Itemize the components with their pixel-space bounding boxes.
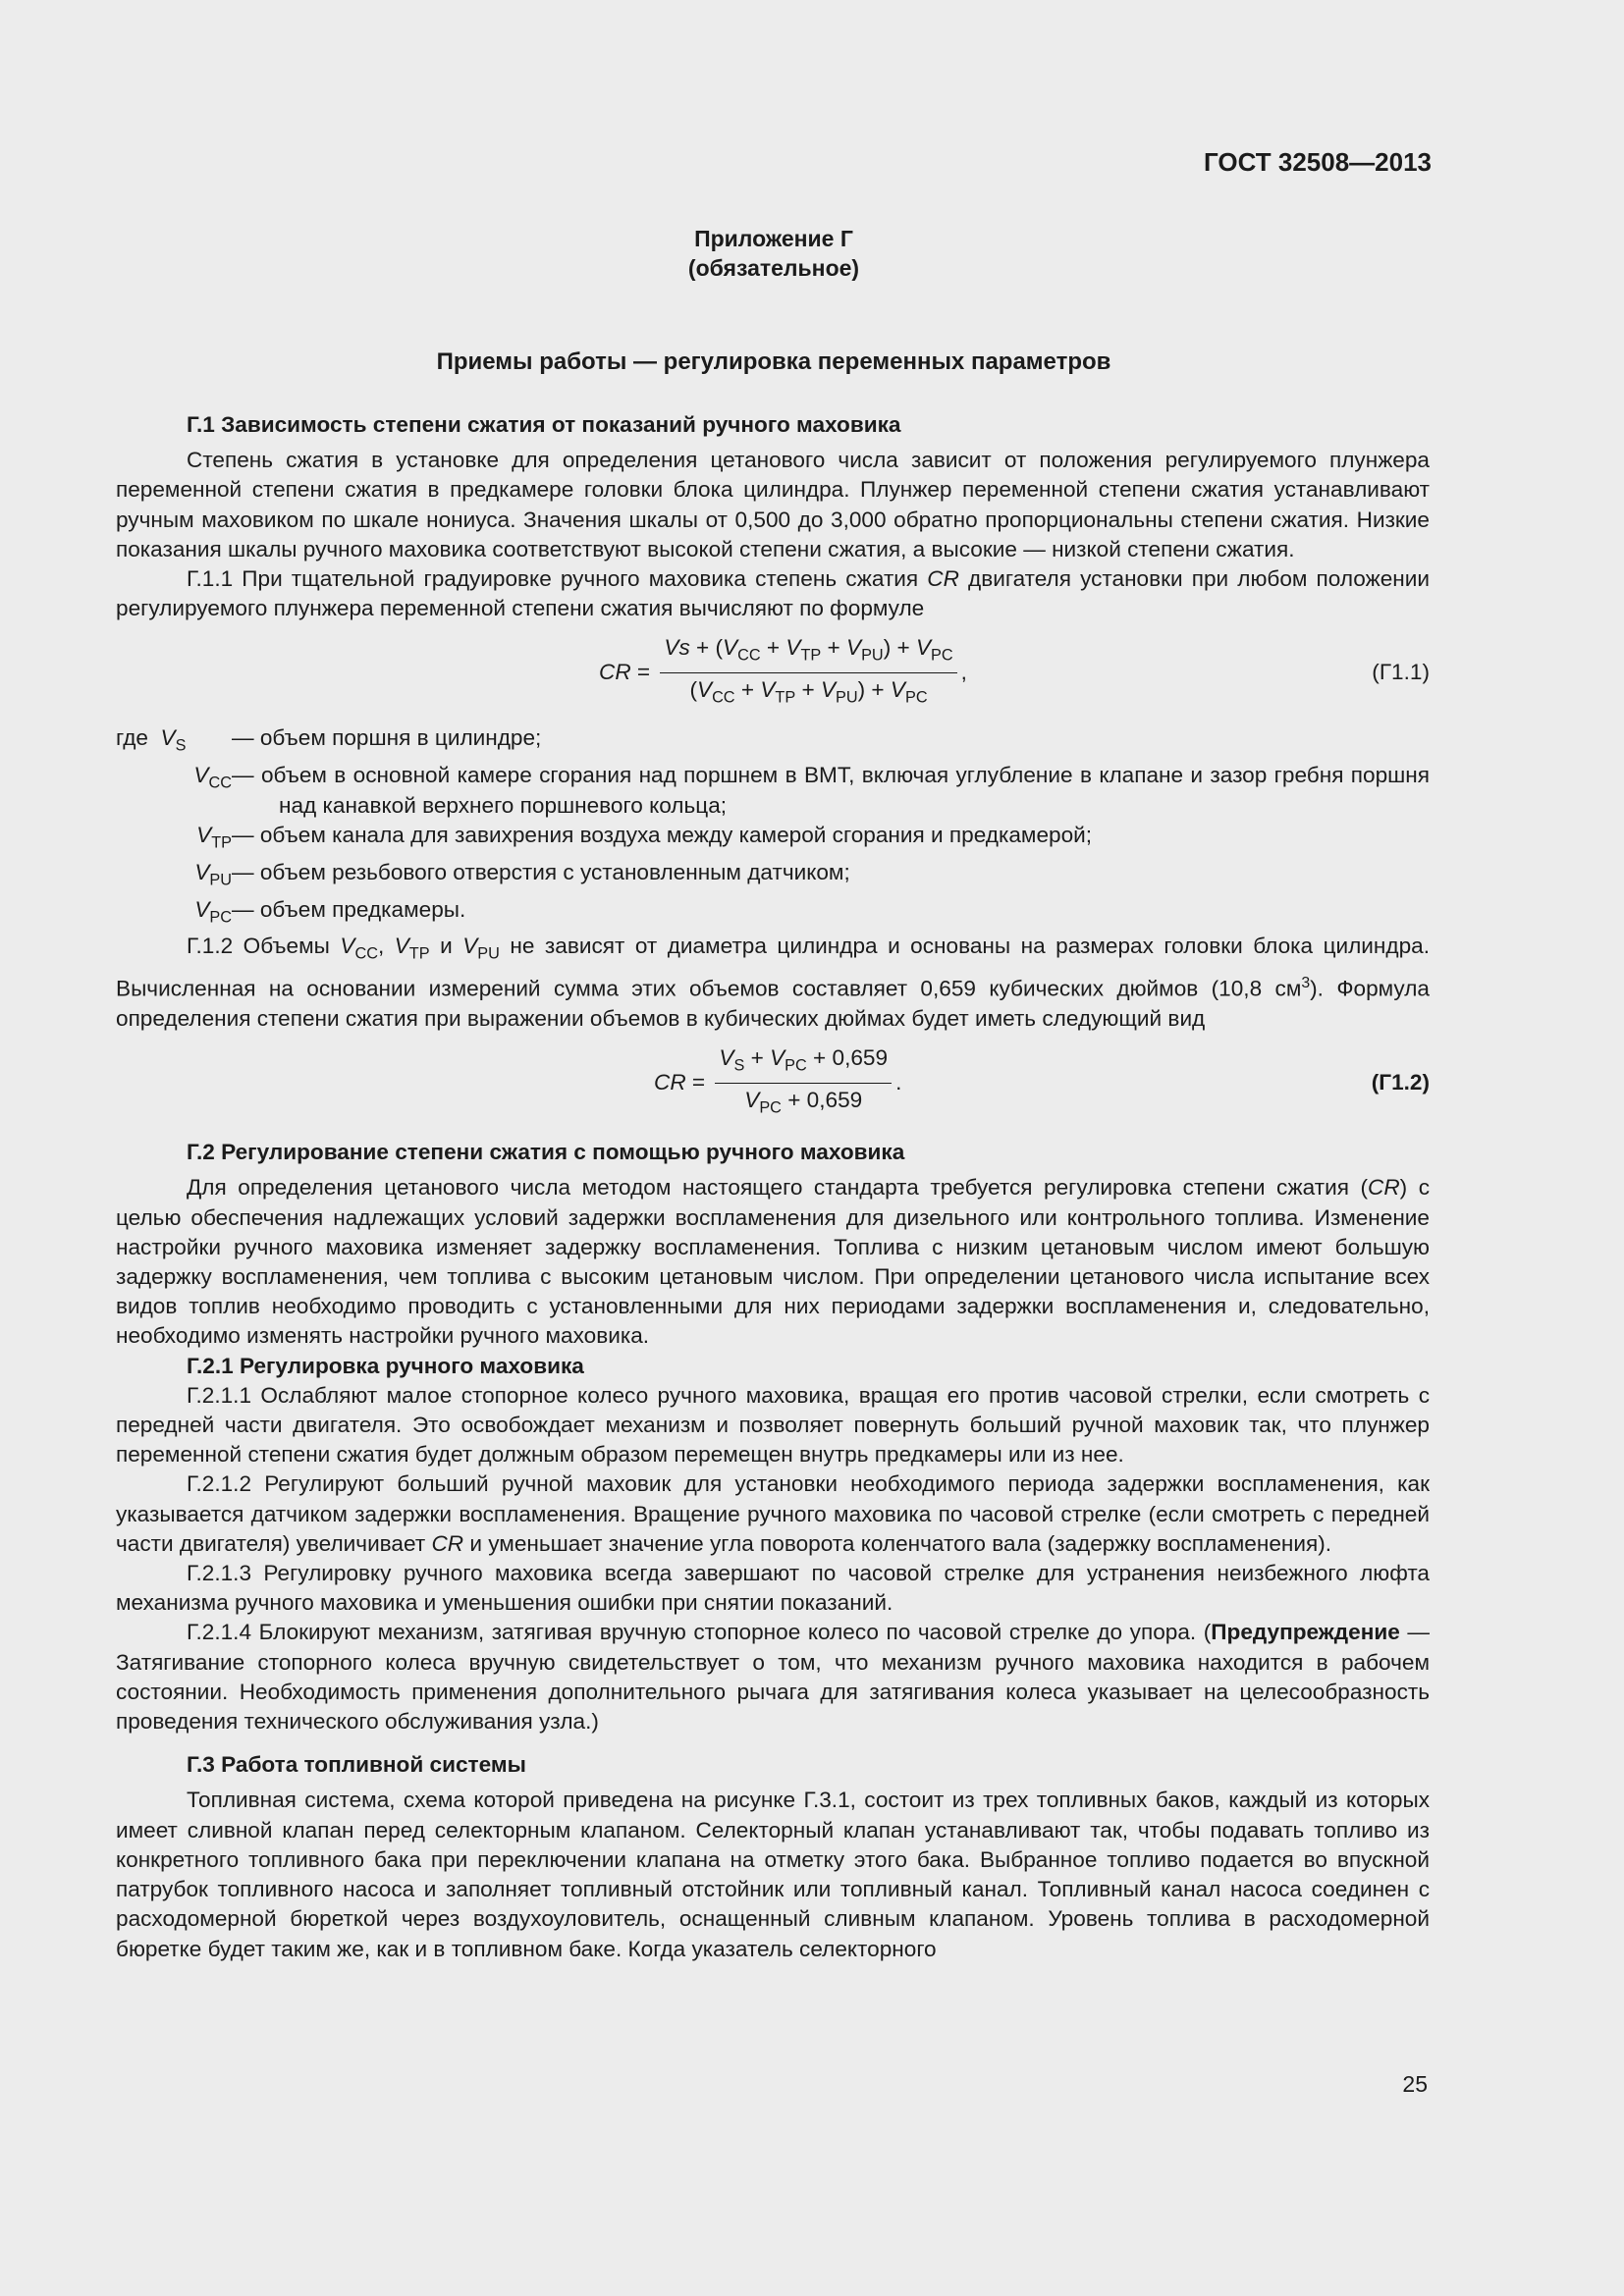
paragraph: Г.2.1.2 Регулируют больший ручной маховик для установки необходимого периода задержки воспламенения, как указывается датчиком задержки воспламенения. Вращение ручного маховика по часовой стрелке (если смотреть с передней части двигателя) увеличивает CR и уменьшает значение угла поворота коленчатого вала (задержку воспламенения). — [116, 1471, 1430, 1556]
paragraph: Г.1.1 При тщательной градуировке ручного маховика степень сжатия CR двигателя установки при любом положении регулируемого плунжера переменной степени сжатия вычисляют по формуле — [116, 566, 1430, 621]
body-text — [116, 410, 1430, 1964]
section-heading-g3: Г.3 Работа топливной системы — [187, 1752, 526, 1778]
main-title: Приемы работы — регулировка переменных параметров — [436, 348, 1111, 375]
formula-g1-2: CR = $\frac{V_S + V_{PC} + 0,659}{V_{PC} + 0,659}$ . (Г1.2) — [116, 1045, 1430, 1120]
paragraph: Г.2.1.4 Блокируют механизм, затягивая вручную стопорное колесо по часовой стрелке до упора. (Предупреждение — Затягивание стопорного колеса вручную свидетельствует о том, что механизм ручного маховика находится в рабочем состоянии. Необходимость применения дополнительного рычага для затягивания колеса указывает на целесообразность проведения технического обслуживания узла.) — [116, 1620, 1430, 1735]
formula-g1-1: CR = $\frac{Vs + (V_{CC} + V_{TP} + V_{PU}) + V_{PC}}{(V_{CC} + V_{TP} + V_{PU}) + V_{PC}}$ , (Г1.1) — [116, 635, 1430, 710]
paragraph: Г.2.1.3 Регулировку ручного маховика всегда завершают по часовой стрелке для устранения неизбежного люфта механизма ручного маховика и уменьшения ошибки при снятии показаний. — [116, 1561, 1430, 1616]
formula-number: (Г1.2) — [1371, 1070, 1430, 1095]
paragraph: Г.2.1.1 Ослабляют малое стопорное колесо ручного маховика, вращая его против часовой стрелки, если смотреть с передней части двигателя. Это освобождает механизм и позволяет повернуть больший ручной маховик так, что плунжер переменной степени сжатия будет должным образом перемещен внутрь предкамеры или из нее. — [116, 1382, 1430, 1468]
section-heading-g1: Г.1 Зависимость степени сжатия от показаний ручного маховика — [187, 412, 901, 437]
formula-number: (Г1.1) — [1372, 660, 1430, 685]
appendix-status: (обязательное) — [687, 255, 860, 281]
section-heading-g2: Г.2 Регулирование степени сжатия с помощью ручного маховика — [187, 1140, 905, 1165]
paragraph: Г.1.2 Объемы $V_{CC}$, $V_{TP}$ и $V_{PU}$ не зависят от диаметра цилиндра и основаны на размерах головки блока цилиндра. Вычисленная на основании измерений сумма этих объемов составляет 0,659 кубических дюймов (10,8 $см^3$). Формула определения степени сжатия при выражении объемов в кубических дюймах будет иметь следующий вид — [116, 934, 1430, 1032]
page-number: 25 — [1402, 2071, 1428, 2097]
paragraph: Степень сжатия в установке для определения цетанового числа зависит от положения регулируемого плунжера переменной степени сжатия в предкамере головки блока цилиндра. Плунжер переменной степени сжатия устанавливают ручным маховиком по шкале нониуса. Значения шкалы от 0,500 до 3,000 обратно пропорциональны степени сжатия. Низкие показания шкалы ручного маховика соответствуют высокой степени сжатия, а высокие — низкой степени сжатия. — [116, 448, 1430, 561]
variable-definitions: где $V_S$ — объем поршня в цилиндре; $V_{CC}$ — объем в основной камере сгорания над поршнем в ВМТ, включая углубление в клапане и зазор гребня поршня над канавкой верхнего поршневого кольца; $V_{TP}$ — объем канала для завихрения воздуха между камерой сгорания и предкамерой; $V_{PU}$ — объем резьбового отверстия с установленным датчиком; $V_{PC}$ — объем предкамеры. — [116, 725, 1430, 927]
document-code: ГОСТ 32508—2013 — [1204, 147, 1432, 177]
subsection-heading-g21: Г.2.1 Регулировка ручного маховика — [187, 1353, 584, 1378]
paragraph: Для определения цетанового числа методом настоящего стандарта требуется регулировка степени сжатия (CR) с целью обеспечения надлежащих условий задержки воспламенения для дизельного или контрольного топлива. Изменение настройки ручного маховика изменяет задержку воспламенения. Топлива с низким цетановым числом имеют большую задержку воспламенения, чем топлива с высоким цетановым числом. При определении цетанового числа испытание всех видов топлив необходимо проводить с установленными для них периодами задержки воспламенения и, следовательно, необходимо изменять настройки ручного маховика. — [116, 1175, 1430, 1349]
appendix-title: Приложение Г — [694, 226, 853, 251]
paragraph: Топливная система, схема которой приведена на рисунке Г.3.1, состоит из трех топливных баков, каждый из которых имеет сливной клапан перед селекторным клапаном. Селекторный клапан устанавливают так, чтобы подавать топливо из конкретного топливного бака при переключении клапана на отметку этого бака. Выбранное топливо подается во впускной патрубок топливного насоса и заполняет топливный отстойник или топливный канал. Топливный канал насоса соединен с расходомерной бюреткой через воздухоуловитель, оснащенный сливным клапаном. Уровень топлива в расходомерной бюретке будет таким же, как и в топливном баке. Когда указатель селекторного — [116, 1788, 1430, 1961]
